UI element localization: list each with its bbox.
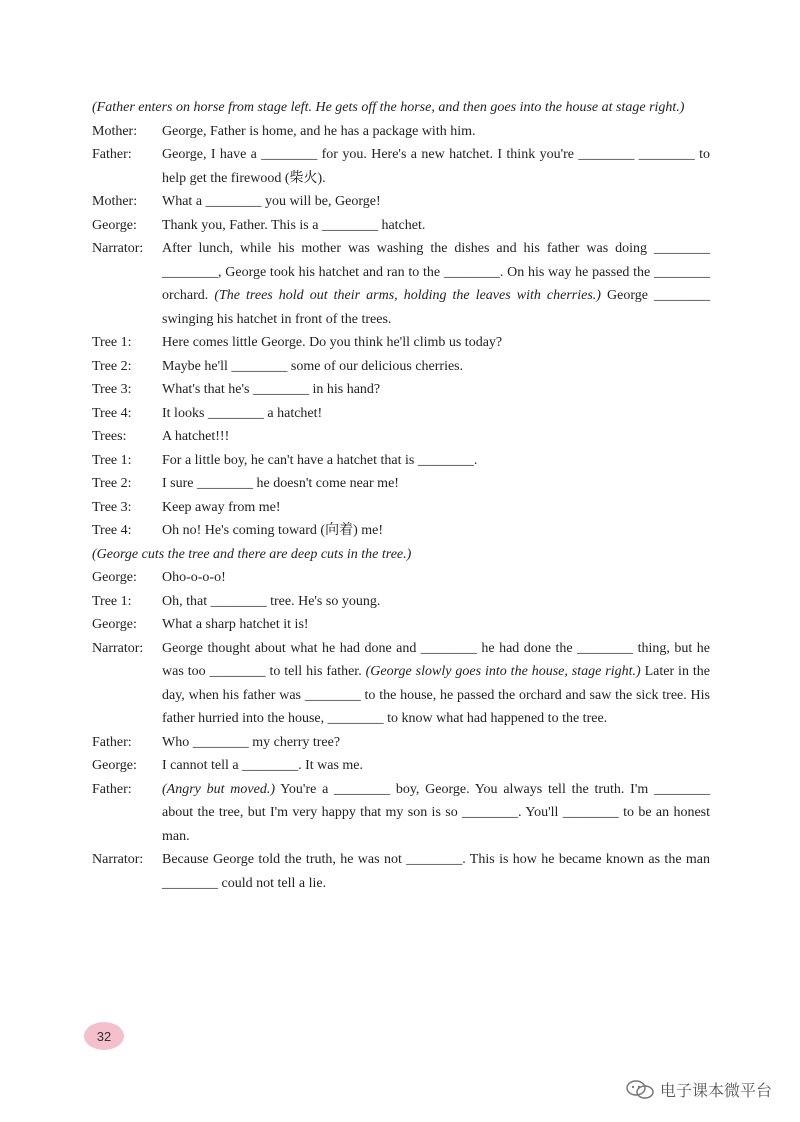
line-text: After lunch, while his mother was washing the dishes and his father was doing ________ ________, George took his hatchet and ran to the ________. On his way he passed the ________ orchard. xyxy=(162,241,710,303)
dialogue-text xyxy=(162,637,710,731)
dialogue-line xyxy=(92,190,710,214)
dialogue-text xyxy=(162,214,710,238)
line-text: A hatchet!!! xyxy=(162,429,230,444)
line-text: Keep away from me! xyxy=(162,499,281,515)
dialogue-line xyxy=(92,331,710,355)
dialogue-text xyxy=(162,731,710,755)
speaker-name: Tree 2: xyxy=(92,358,132,374)
line-text: What a sharp hatchet it is! xyxy=(162,617,309,632)
stage-direction: (Father enters on horse from stage left. He gets off the horse, and then goes into the house at stage right.) xyxy=(92,100,685,115)
line-text: Oho-o-o-o! xyxy=(162,570,226,585)
line-text: Because George told the truth, he was not ________. This is how he became known as the man ________ could not tell a lie. xyxy=(162,852,710,891)
dialogue-text xyxy=(162,613,710,637)
line-text: What a ________ you will be, George! xyxy=(162,194,381,209)
dialogue-line xyxy=(92,754,710,778)
speaker-name: Tree 1: xyxy=(92,452,132,468)
dialogue-text xyxy=(162,778,710,849)
line-text: It looks ________ a hatchet! xyxy=(162,405,323,421)
speaker-name: Narrator: xyxy=(92,241,144,256)
dialogue-text xyxy=(162,425,710,449)
script-content xyxy=(92,96,710,895)
line-text: George, Father is home, and he has a package with him. xyxy=(162,123,476,139)
dialogue-text xyxy=(162,472,710,496)
speaker-name: George: xyxy=(92,617,137,632)
page-number: 32 xyxy=(84,1022,124,1050)
dialogue-line xyxy=(92,496,710,520)
line-text: You're a ________ boy, George. You always tell the truth. I'm ________ about the tree, but I'm very happy that my son is so ________. You'll ________ to be an honest man. xyxy=(162,781,710,844)
line-text: I sure ________ he doesn't come near me! xyxy=(162,476,399,491)
speaker-name: George: xyxy=(92,758,137,773)
dialogue-text xyxy=(162,120,710,144)
dialogue-line xyxy=(92,613,710,637)
speaker-name: Tree 3: xyxy=(92,499,132,515)
speaker-name: Father: xyxy=(92,781,132,797)
dialogue-line xyxy=(92,637,710,731)
dialogue-line xyxy=(92,120,710,144)
dialogue-line xyxy=(92,449,710,473)
dialogue-line xyxy=(92,778,710,849)
dialogue-text xyxy=(162,590,710,614)
dialogue-line xyxy=(92,848,710,895)
line-text: For a little boy, he can't have a hatchet that is ________. xyxy=(162,452,478,468)
speaker-name: Trees: xyxy=(92,429,127,444)
watermark xyxy=(626,1078,772,1101)
line-text: I cannot tell a ________. It was me. xyxy=(162,758,364,773)
dialogue-text xyxy=(162,402,710,426)
inline-stage-direction: (George slowly goes into the house, stage right.) xyxy=(361,664,641,679)
dialogue-text xyxy=(162,143,710,190)
watermark-text: 电子课本微平台 xyxy=(659,1081,772,1100)
dialogue-text xyxy=(162,237,710,331)
dialogue-line xyxy=(92,731,710,755)
dialogue-line xyxy=(92,472,710,496)
speaker-name: Tree 3: xyxy=(92,382,132,397)
speaker-name: George: xyxy=(92,570,137,585)
line-text: Thank you, Father. This is a ________ hatchet. xyxy=(162,217,426,233)
speaker-name: Tree 4: xyxy=(92,523,132,538)
dialogue-text xyxy=(162,566,710,590)
speaker-name: Father: xyxy=(92,734,132,750)
dialogue-text xyxy=(162,378,710,402)
speaker-name: Narrator: xyxy=(92,640,144,656)
dialogue-line xyxy=(92,214,710,238)
line-text: Here comes little George. Do you think he'll climb us today? xyxy=(162,335,503,350)
speaker-name: Father: xyxy=(92,147,132,162)
speaker-name: George: xyxy=(92,217,137,233)
line-text: Later in the day, when his father was ________ to the house, he passed the orchard and saw the sick tree. His father hurried into the house, ________ to know what had happened to the tree. xyxy=(162,664,710,726)
dialogue-line xyxy=(92,566,710,590)
dialogue-text xyxy=(162,519,710,543)
dialogue-line xyxy=(92,378,710,402)
speaker-name: Narrator: xyxy=(92,852,144,867)
speaker-name: Tree 1: xyxy=(92,593,132,609)
line-text: Oh no! He's coming toward (向着) me! xyxy=(162,523,384,538)
dialogue-line xyxy=(92,402,710,426)
speaker-name: Mother: xyxy=(92,194,138,209)
line-text: Oh, that ________ tree. He's so young. xyxy=(162,593,381,609)
dialogue-line xyxy=(92,143,710,190)
line-text: George thought about what he had done and ________ he had done the ________ thing, but he was too ________ to tell his father. xyxy=(162,640,710,679)
speaker-name: Tree 4: xyxy=(92,405,132,421)
speaker-name: Tree 1: xyxy=(92,335,132,350)
dialogue-line xyxy=(92,519,710,543)
line-text: What's that he's ________ in his hand? xyxy=(162,382,381,397)
inline-stage-direction: (Angry but moved.) xyxy=(162,781,275,797)
dialogue-text xyxy=(162,754,710,778)
speaker-name: Mother: xyxy=(92,123,138,139)
line-text: Maybe he'll ________ some of our delicious cherries. xyxy=(162,358,464,374)
dialogue-line xyxy=(92,237,710,331)
stage-direction: (George cuts the tree and there are deep cuts in the tree.) xyxy=(92,546,412,562)
line-text: George ________ swinging his hatchet in front of the trees. xyxy=(162,288,710,327)
line-text: Who ________ my cherry tree? xyxy=(162,734,341,750)
dialogue-line xyxy=(92,425,710,449)
dialogue-text xyxy=(162,190,710,214)
dialogue-text xyxy=(162,331,710,355)
dialogue-line xyxy=(92,355,710,379)
dialogue-text xyxy=(162,449,710,473)
dialogue-text xyxy=(162,355,710,379)
dialogue-text xyxy=(162,848,710,895)
inline-stage-direction: (The trees hold out their arms, holding the leaves with cherries.) xyxy=(208,288,601,303)
line-text: George, I have a ________ for you. Here's a new hatchet. I think you're ________ ________ to help get the firewood (柴火). xyxy=(162,147,710,186)
dialogue-text xyxy=(162,496,710,520)
wechat-icon xyxy=(626,1080,654,1100)
dialogue-line xyxy=(92,590,710,614)
speaker-name: Tree 2: xyxy=(92,476,132,491)
